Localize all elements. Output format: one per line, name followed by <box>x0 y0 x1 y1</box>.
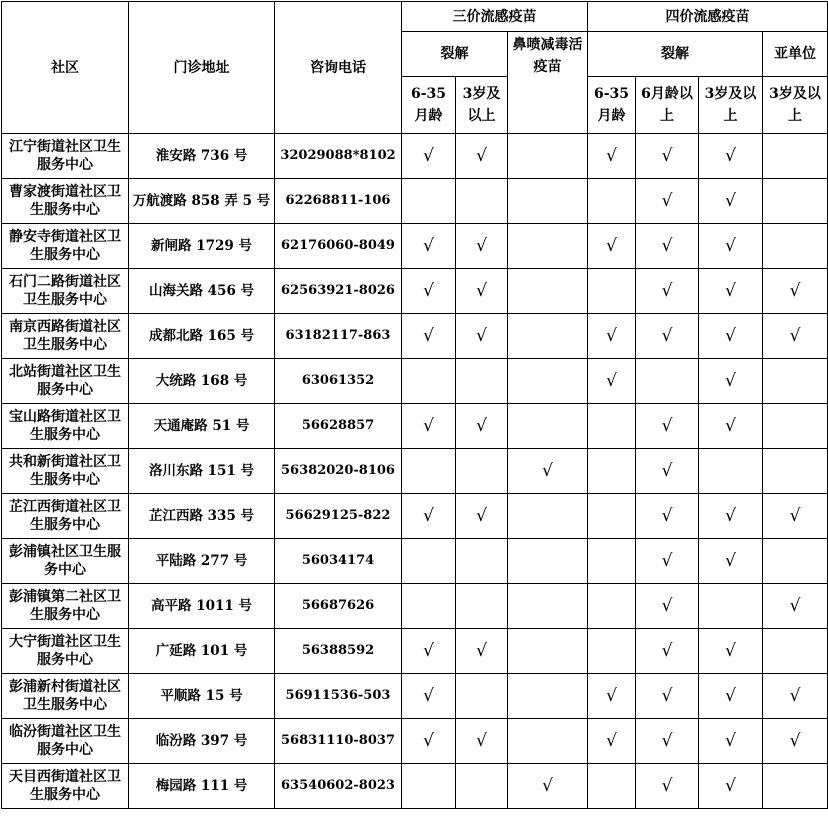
check-mark-icon: √ <box>423 235 434 256</box>
community-name: 北站街道社区卫生服务中心 <box>2 359 129 404</box>
availability-cell <box>763 719 828 764</box>
community-name: 临汾街道社区卫生服务中心 <box>2 719 129 764</box>
check-mark-icon: √ <box>423 145 434 166</box>
availability-cell <box>636 404 699 449</box>
availability-cell <box>402 629 456 674</box>
community-name: 静安寺街道社区卫生服务中心 <box>2 224 129 269</box>
availability-cell <box>588 674 636 719</box>
availability-cell <box>508 314 588 359</box>
header-quadrivalent-split: 裂解 <box>588 32 763 77</box>
check-mark-icon: √ <box>789 595 801 616</box>
check-mark-icon: √ <box>725 505 736 526</box>
header-phone: 咨询电话 <box>275 2 402 134</box>
check-mark-icon: √ <box>476 235 487 256</box>
availability-cell <box>402 719 456 764</box>
community-name: 芷江西街道社区卫生服务中心 <box>2 494 129 539</box>
phone-number: 62176060-8049 <box>275 224 402 269</box>
check-mark-icon: √ <box>606 235 617 256</box>
availability-cell <box>588 269 636 314</box>
availability-cell <box>508 359 588 404</box>
vaccine-clinic-table <box>1 1 828 809</box>
availability-cell <box>699 764 763 809</box>
check-mark-icon: √ <box>725 415 736 436</box>
availability-cell <box>699 314 763 359</box>
check-mark-icon: √ <box>725 775 736 796</box>
availability-cell <box>456 674 508 719</box>
check-mark-icon: √ <box>476 640 487 661</box>
availability-cell <box>508 269 588 314</box>
phone-number: 56388592 <box>275 629 402 674</box>
phone-number: 62268811-106 <box>275 179 402 224</box>
availability-cell <box>636 179 699 224</box>
check-mark-icon: √ <box>542 775 553 796</box>
check-mark-icon: √ <box>661 505 673 526</box>
header-subunit-age-3y-plus: 3岁及以上 <box>763 77 828 134</box>
check-mark-icon: √ <box>725 640 736 661</box>
table-body <box>2 134 828 809</box>
clinic-address: 广延路 101 号 <box>129 629 275 674</box>
check-mark-icon: √ <box>423 325 434 346</box>
availability-cell <box>636 134 699 179</box>
availability-cell <box>508 764 588 809</box>
check-mark-icon: √ <box>476 325 487 346</box>
check-mark-icon: √ <box>423 730 434 751</box>
availability-cell <box>763 494 828 539</box>
header-trivalent: 三价流感疫苗 <box>402 2 588 32</box>
clinic-address: 临汾路 397 号 <box>129 719 275 764</box>
availability-cell <box>699 494 763 539</box>
header-trivalent-split: 裂解 <box>402 32 508 77</box>
header-subunit: 亚单位 <box>763 32 828 77</box>
availability-cell <box>402 134 456 179</box>
availability-cell <box>456 719 508 764</box>
availability-cell <box>763 179 828 224</box>
availability-cell <box>508 404 588 449</box>
availability-cell <box>402 404 456 449</box>
availability-cell <box>636 449 699 494</box>
availability-cell <box>763 584 828 629</box>
availability-cell <box>763 224 828 269</box>
community-name: 共和新街道社区卫生服务中心 <box>2 449 129 494</box>
availability-cell <box>588 719 636 764</box>
table-row <box>2 719 828 764</box>
header-quad-age-6m-plus: 6月龄以上 <box>636 77 699 134</box>
availability-cell <box>588 179 636 224</box>
clinic-address: 新闸路 1729 号 <box>129 224 275 269</box>
phone-number: 63182117-863 <box>275 314 402 359</box>
clinic-address: 平顺路 15 号 <box>129 674 275 719</box>
availability-cell <box>402 539 456 584</box>
availability-cell <box>699 629 763 674</box>
check-mark-icon: √ <box>725 550 736 571</box>
availability-cell <box>588 449 636 494</box>
availability-cell <box>699 359 763 404</box>
availability-cell <box>402 494 456 539</box>
availability-cell <box>456 449 508 494</box>
check-mark-icon: √ <box>661 280 673 301</box>
check-mark-icon: √ <box>725 190 736 211</box>
availability-cell <box>456 134 508 179</box>
availability-cell <box>508 629 588 674</box>
community-name: 曹家渡街道社区卫生服务中心 <box>2 179 129 224</box>
check-mark-icon: √ <box>661 190 673 211</box>
table-row <box>2 179 828 224</box>
check-mark-icon: √ <box>476 280 487 301</box>
availability-cell <box>699 269 763 314</box>
check-mark-icon: √ <box>606 325 617 346</box>
check-mark-icon: √ <box>789 505 801 526</box>
table-row <box>2 359 828 404</box>
check-mark-icon: √ <box>423 505 434 526</box>
phone-number: 63061352 <box>275 359 402 404</box>
check-mark-icon: √ <box>476 145 487 166</box>
check-mark-icon: √ <box>661 640 673 661</box>
table-row <box>2 539 828 584</box>
check-mark-icon: √ <box>661 550 673 571</box>
clinic-address: 万航渡路 858 弄 5 号 <box>129 179 275 224</box>
check-mark-icon: √ <box>661 775 673 796</box>
availability-cell <box>588 134 636 179</box>
availability-cell <box>456 764 508 809</box>
availability-cell <box>402 224 456 269</box>
availability-cell <box>699 584 763 629</box>
check-mark-icon: √ <box>661 595 673 616</box>
check-mark-icon: √ <box>661 145 673 166</box>
phone-number: 56831110-8037 <box>275 719 402 764</box>
check-mark-icon: √ <box>725 235 736 256</box>
table-row <box>2 494 828 539</box>
availability-cell <box>636 314 699 359</box>
availability-cell <box>699 224 763 269</box>
check-mark-icon: √ <box>661 235 673 256</box>
availability-cell <box>636 629 699 674</box>
clinic-address: 高平路 1011 号 <box>129 584 275 629</box>
community-name: 彭浦镇第二社区卫生服务中心 <box>2 584 129 629</box>
availability-cell <box>588 584 636 629</box>
table-row <box>2 584 828 629</box>
clinic-address: 天通庵路 51 号 <box>129 404 275 449</box>
phone-number: 32029088*8102 <box>275 134 402 179</box>
check-mark-icon: √ <box>606 685 617 706</box>
availability-cell <box>456 539 508 584</box>
community-name: 宝山路街道社区卫生服务中心 <box>2 404 129 449</box>
availability-cell <box>699 719 763 764</box>
clinic-address: 淮安路 736 号 <box>129 134 275 179</box>
availability-cell <box>456 314 508 359</box>
check-mark-icon: √ <box>725 685 736 706</box>
availability-cell <box>456 629 508 674</box>
table-row <box>2 674 828 719</box>
availability-cell <box>456 404 508 449</box>
table-row <box>2 764 828 809</box>
availability-cell <box>588 404 636 449</box>
availability-cell <box>763 269 828 314</box>
check-mark-icon: √ <box>789 730 801 751</box>
header-nasal: 鼻喷减毒活疫苗 <box>508 32 588 134</box>
availability-cell <box>508 494 588 539</box>
availability-cell <box>588 224 636 269</box>
community-name: 南京西路街道社区卫生服务中心 <box>2 314 129 359</box>
community-name: 江宁街道社区卫生服务中心 <box>2 134 129 179</box>
availability-cell <box>508 719 588 764</box>
phone-number: 56628857 <box>275 404 402 449</box>
table-row <box>2 134 828 179</box>
availability-cell <box>588 764 636 809</box>
check-mark-icon: √ <box>661 685 673 706</box>
availability-cell <box>763 449 828 494</box>
availability-cell <box>763 359 828 404</box>
availability-cell <box>636 584 699 629</box>
phone-number: 56034174 <box>275 539 402 584</box>
clinic-address: 山海关路 456 号 <box>129 269 275 314</box>
check-mark-icon: √ <box>725 730 736 751</box>
community-name: 石门二路街道社区卫生服务中心 <box>2 269 129 314</box>
availability-cell <box>636 359 699 404</box>
phone-number: 56687626 <box>275 584 402 629</box>
clinic-address: 芷江西路 335 号 <box>129 494 275 539</box>
availability-cell <box>699 134 763 179</box>
availability-cell <box>508 224 588 269</box>
availability-cell <box>508 134 588 179</box>
phone-number: 62563921-8026 <box>275 269 402 314</box>
header-age-3y-plus: 3岁及以上 <box>456 77 508 134</box>
table-row <box>2 224 828 269</box>
clinic-address: 洛川东路 151 号 <box>129 449 275 494</box>
availability-cell <box>636 494 699 539</box>
availability-cell <box>508 179 588 224</box>
check-mark-icon: √ <box>423 685 434 706</box>
availability-cell <box>456 359 508 404</box>
community-name: 天目西街道社区卫生服务中心 <box>2 764 129 809</box>
check-mark-icon: √ <box>423 280 434 301</box>
availability-cell <box>402 764 456 809</box>
check-mark-icon: √ <box>725 370 736 391</box>
availability-cell <box>456 584 508 629</box>
availability-cell <box>402 179 456 224</box>
check-mark-icon: √ <box>476 505 487 526</box>
table-row <box>2 314 828 359</box>
availability-cell <box>699 179 763 224</box>
community-name: 彭浦新村街道社区卫生服务中心 <box>2 674 129 719</box>
availability-cell <box>588 314 636 359</box>
table-row <box>2 269 828 314</box>
availability-cell <box>699 539 763 584</box>
check-mark-icon: √ <box>725 280 736 301</box>
availability-cell <box>402 674 456 719</box>
availability-cell <box>699 449 763 494</box>
availability-cell <box>699 674 763 719</box>
availability-cell <box>763 134 828 179</box>
availability-cell <box>636 269 699 314</box>
check-mark-icon: √ <box>423 640 434 661</box>
availability-cell <box>588 539 636 584</box>
availability-cell <box>763 629 828 674</box>
header-age-6-35m: 6-35月龄 <box>402 77 456 134</box>
table-row <box>2 404 828 449</box>
availability-cell <box>636 719 699 764</box>
availability-cell <box>456 224 508 269</box>
community-name: 大宁街道社区卫生服务中心 <box>2 629 129 674</box>
check-mark-icon: √ <box>661 460 673 481</box>
availability-cell <box>402 584 456 629</box>
clinic-address: 平陆路 277 号 <box>129 539 275 584</box>
availability-cell <box>508 539 588 584</box>
table-row <box>2 629 828 674</box>
check-mark-icon: √ <box>661 415 673 436</box>
check-mark-icon: √ <box>606 370 617 391</box>
availability-cell <box>402 449 456 494</box>
availability-cell <box>636 539 699 584</box>
check-mark-icon: √ <box>476 730 487 751</box>
check-mark-icon: √ <box>661 730 673 751</box>
availability-cell <box>508 584 588 629</box>
availability-cell <box>588 494 636 539</box>
availability-cell <box>636 224 699 269</box>
phone-number: 56629125-822 <box>275 494 402 539</box>
check-mark-icon: √ <box>725 145 736 166</box>
header-quad-age-6-35m: 6-35月龄 <box>588 77 636 134</box>
check-mark-icon: √ <box>423 415 434 436</box>
availability-cell <box>508 674 588 719</box>
availability-cell <box>456 179 508 224</box>
availability-cell <box>402 359 456 404</box>
availability-cell <box>763 674 828 719</box>
availability-cell <box>588 359 636 404</box>
community-name: 彭浦镇社区卫生服务中心 <box>2 539 129 584</box>
check-mark-icon: √ <box>789 325 801 346</box>
availability-cell <box>636 764 699 809</box>
header-quad-age-3y-plus: 3岁及以上 <box>699 77 763 134</box>
availability-cell <box>456 494 508 539</box>
check-mark-icon: √ <box>789 280 801 301</box>
check-mark-icon: √ <box>725 325 736 346</box>
check-mark-icon: √ <box>476 415 487 436</box>
phone-number: 56911536-503 <box>275 674 402 719</box>
phone-number: 56382020-8106 <box>275 449 402 494</box>
table-row <box>2 449 828 494</box>
availability-cell <box>763 539 828 584</box>
check-mark-icon: √ <box>606 730 617 751</box>
header-quadrivalent: 四价流感疫苗 <box>588 2 828 32</box>
header-address: 门诊地址 <box>129 2 275 134</box>
check-mark-icon: √ <box>606 145 617 166</box>
check-mark-icon: √ <box>661 325 673 346</box>
availability-cell <box>402 314 456 359</box>
availability-cell <box>456 269 508 314</box>
availability-cell <box>699 404 763 449</box>
availability-cell <box>636 674 699 719</box>
clinic-address: 梅园路 111 号 <box>129 764 275 809</box>
header-community: 社区 <box>2 2 129 134</box>
check-mark-icon: √ <box>789 685 801 706</box>
clinic-address: 大统路 168 号 <box>129 359 275 404</box>
check-mark-icon: √ <box>542 460 553 481</box>
availability-cell <box>402 269 456 314</box>
availability-cell <box>508 449 588 494</box>
availability-cell <box>763 404 828 449</box>
phone-number: 63540602-8023 <box>275 764 402 809</box>
availability-cell <box>763 314 828 359</box>
availability-cell <box>763 764 828 809</box>
availability-cell <box>588 629 636 674</box>
clinic-address: 成都北路 165 号 <box>129 314 275 359</box>
